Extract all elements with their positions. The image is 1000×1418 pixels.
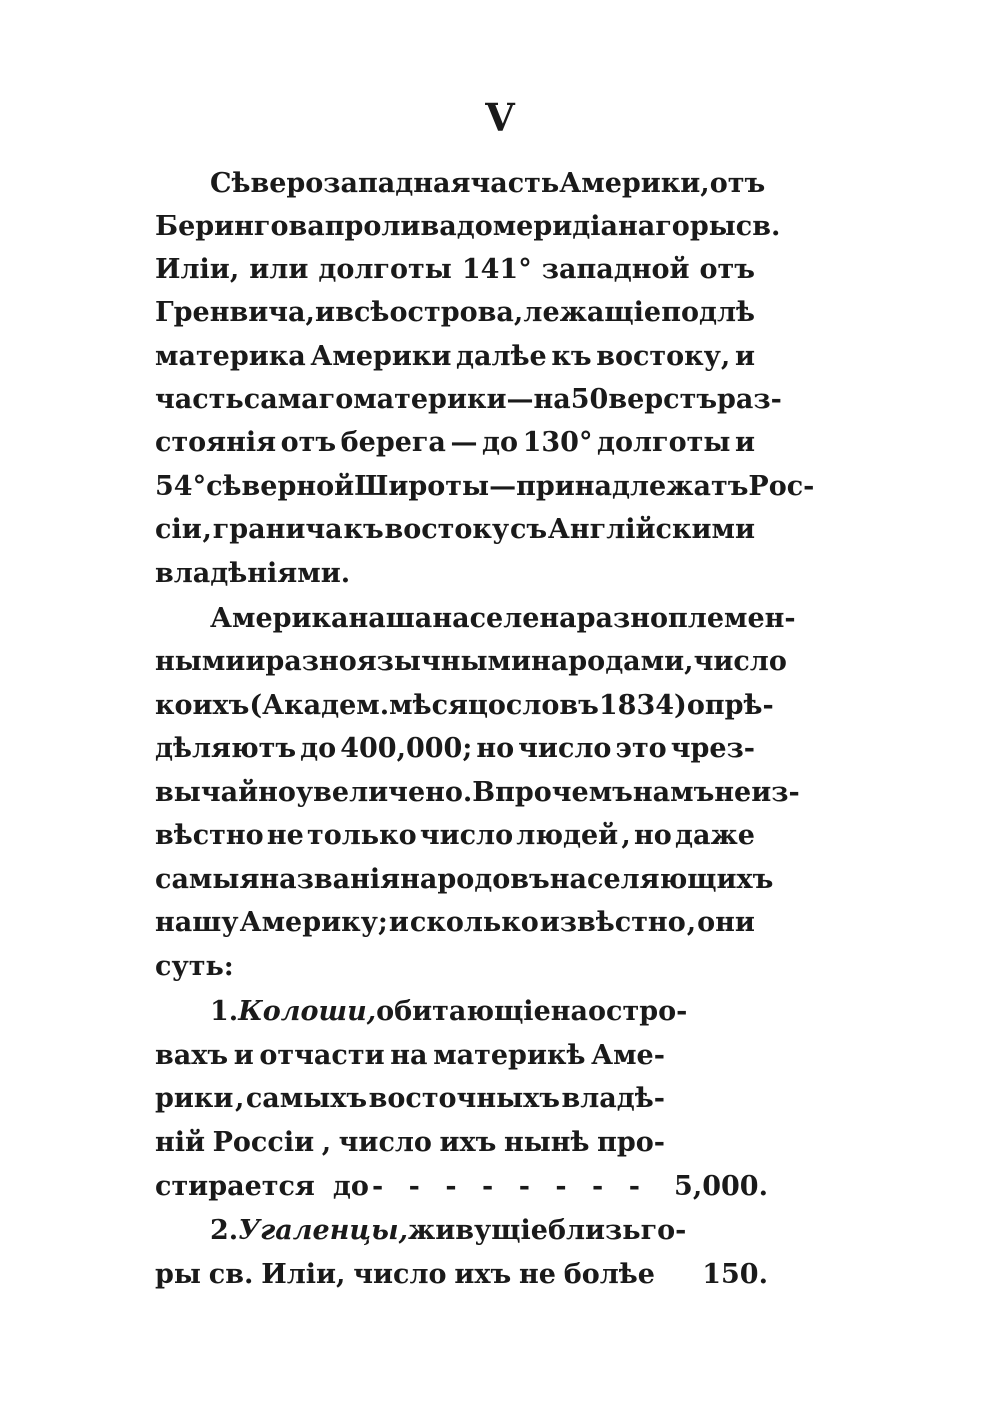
text-line: Иліи, или долготы 141° западной отъ (155, 254, 755, 285)
text-line: сіи , гранича къ востоку съ Англійскими (155, 514, 755, 545)
text-line: 54° сѣверной Широты—принадлежатъ Рос- (155, 471, 815, 502)
list-item-line: 1. Колоши, обитающіе на остро- (210, 996, 688, 1027)
text-line: самыя названія народовъ населяющихъ (155, 864, 774, 895)
text-line: материка Америки далѣе къ востоку, и (155, 341, 755, 372)
text-line: Америка наша населена разноплемен- (210, 603, 796, 634)
text-line: часть самаго материки—на 50 верстъ раз- (155, 384, 782, 415)
dot-leaders: - - - - - - - - (372, 1171, 640, 1202)
text-line: коихъ (Академ. мѣсяцословъ 1834) опрѣ- (155, 690, 774, 721)
text-line: стоянія отъ берега — до 130° долготы и (155, 427, 755, 458)
text-line: Сѣверозападная часть Америки, отъ (210, 168, 766, 199)
text-line: дѣляютъ до 400,000; но число это чрез- (155, 733, 755, 764)
text-line: ными и разноязычными народами , число (155, 646, 787, 677)
text-line: Берингова пролива до меридіана горы св. (155, 211, 781, 242)
text-line: нашу Америку; и сколько извѣстно , они (155, 907, 755, 938)
text-line: вѣстно не только число людей , но даже (155, 820, 755, 851)
list-item-line: ры св. Иліи, число ихъ не болѣе (155, 1259, 655, 1290)
list-item-line: 2. Угаленцы, живущіе близь го- (210, 1215, 687, 1246)
page-number: V (485, 95, 515, 140)
list-item-line: рики , самыхъ восточныхъ владѣ- (155, 1083, 665, 1114)
text-line: суть: (155, 951, 234, 982)
list-item-line: стирается до (155, 1171, 369, 1202)
population-amount: 150. (702, 1259, 768, 1290)
text-line: Гренвича, и всѣ острова, лежащіе подлѣ (155, 297, 755, 328)
people-name: Колоши, (238, 996, 377, 1027)
text-line: вычайно увеличено. Впрочемъ намъ неиз- (155, 777, 800, 808)
list-item-line: вахъ и отчасти на материкѣ Аме- (155, 1040, 665, 1071)
population-amount: 5,000. (674, 1171, 768, 1202)
text-line: владѣніями. (155, 558, 351, 589)
list-item-line: ній Россіи , число ихъ нынѣ про- (155, 1127, 665, 1158)
people-name: Угаленцы, (238, 1215, 408, 1246)
